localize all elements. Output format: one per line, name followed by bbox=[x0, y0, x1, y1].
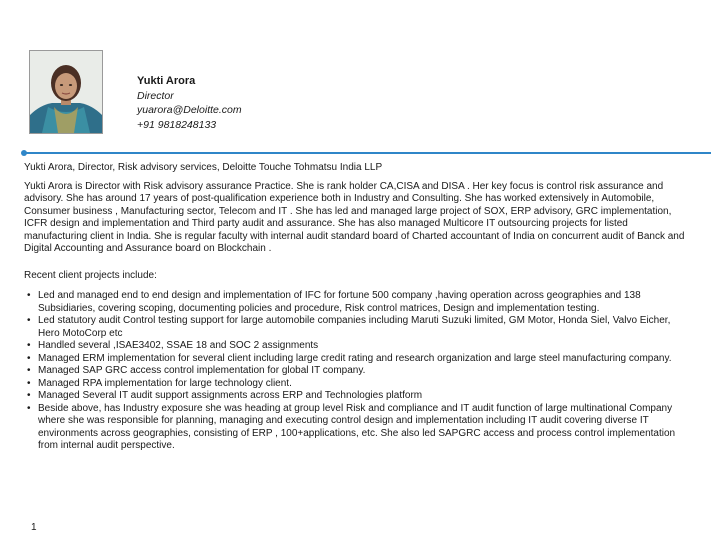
list-item: • Led and managed end to end design and implementation of IFC for fortune 500 company ,having operation across geographies and 138 Subsidiaries, covering scoping, documenting policies and procedure, Risk control matrices, Design and implementation testing. bbox=[24, 290, 692, 315]
list-item: • Handled several ,ISAE3402, SSAE 18 and SOC 2 assignments bbox=[24, 340, 692, 353]
list-item: • Led statutory audit Control testing support for large automobile companies including Maruti Suzuki limited, GM Motor, Honda Siel, Valvo Eicher, Hero MotoCorp etc bbox=[24, 315, 692, 340]
phone-number: +91 9818248133 bbox=[137, 118, 217, 131]
portrait-photo-icon bbox=[30, 51, 102, 133]
profile-headline: Yukti Arora, Director, Risk advisory services, Deloitte Touche Tohmatsu India LLP bbox=[24, 162, 383, 173]
list-item: • Managed Several IT audit support assignments across ERP and Technologies platform bbox=[24, 390, 692, 403]
contact-block bbox=[137, 74, 242, 132]
person-name: Yukti Arora bbox=[137, 75, 196, 87]
email-address[interactable]: yuarora@Deloitte.com bbox=[137, 104, 242, 116]
profile-bio: Yukti Arora is Director with Risk advisory assurance Practice. She is rank holder CA,CISA and DISA . Her key focus is control risk assurance and advisory. She has around 17 years of post-qualification experience both in Industry and Consulting. She has worked extensively in Automobile, Consumer business , Manufacturing sector, Telecom and IT . She has led and managed large project of SOX, ERP advisory, GRC implementation, ICFR design and implementation and Third party audit and assurance. She has also managed Multicore IT outsourcing projects for listed manufacturing client in India. She is regular faculty with internal audit standard board of Charted accountant of India on concurrent audit of Banck and Digital Accounting and Assurance board on Blockchain . bbox=[24, 180, 685, 254]
recent-projects-heading: Recent client projects include: bbox=[24, 269, 157, 281]
list-item: • Beside above, has Industry exposure she was heading at group level Risk and compliance and IT audit function of large multinational Company where she was responsible for planning, managing and executing control design and implementation including IT audit covering diverse IT environments across geographies, consisting of ERP , 100+applications, etc. She also led SAPGRC access and process control implementation from internal audit perspective. bbox=[24, 403, 692, 453]
list-item: • Managed RPA implementation for large technology client. bbox=[24, 378, 692, 391]
page-number: 1 bbox=[31, 522, 37, 533]
projects-list bbox=[24, 290, 692, 453]
list-item: • Managed ERM implementation for several client including large credit rating and research organization and large steel manufacturing company. bbox=[24, 353, 692, 366]
person-title: Director bbox=[137, 89, 174, 102]
profile-photo bbox=[29, 50, 103, 134]
profile-content bbox=[24, 162, 692, 453]
list-item: • Managed SAP GRC access control implementation for global IT company. bbox=[24, 365, 692, 378]
section-divider bbox=[24, 152, 711, 154]
